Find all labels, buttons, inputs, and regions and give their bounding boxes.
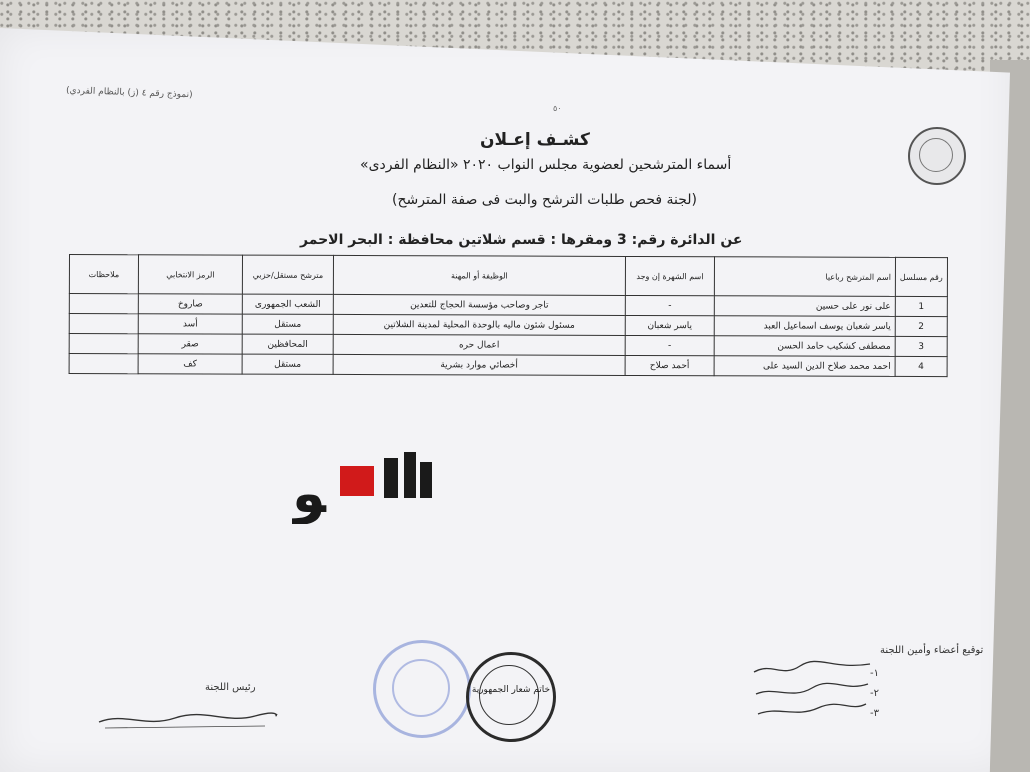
header-name: اسم المترشح رباعيا	[714, 257, 895, 297]
page-marker: ٥٠	[553, 104, 562, 113]
row-alias: ياسر شعبان	[625, 315, 714, 335]
chair-signature-icon	[95, 704, 280, 734]
row-num: 2	[895, 316, 947, 336]
row-affiliation: الشعب الجمهورى	[242, 294, 333, 314]
signer-line-1: ١-	[870, 668, 879, 679]
row-job: أخصائي موارد بشرية	[333, 354, 625, 375]
page-title: كشـف إعـلان	[480, 130, 590, 150]
state-emblem-icon	[908, 127, 966, 185]
row-num: 1	[895, 296, 947, 316]
svg-text:ﻮ: ﻮ	[292, 462, 326, 524]
row-job: اعمال حره	[333, 334, 625, 355]
row-notes	[69, 354, 138, 374]
chair-label: رئيس اللجنة	[205, 682, 256, 693]
form-number: (نموذج رقم ٤ (ز) بالنظام الفردي)	[65, 85, 193, 101]
row-name: مصطفى كشكيب حامد الحسن	[714, 336, 895, 357]
row-notes	[69, 314, 138, 334]
row-name: ياسر شعبان يوسف اسماعيل العبد	[714, 316, 895, 337]
row-affiliation: مستقل	[242, 354, 333, 374]
header-job: الوظيفة أو المهنة	[333, 255, 625, 295]
header-notes: ملاحظات	[69, 255, 138, 294]
row-alias: -	[625, 295, 714, 315]
row-symbol: صاروخ	[138, 294, 242, 314]
row-notes	[69, 334, 138, 354]
header-num: رقم مسلسل	[895, 257, 947, 296]
row-affiliation: المحافظين	[242, 334, 333, 354]
republic-seal-stamp-icon	[466, 652, 556, 742]
vetogate-logo-icon	[292, 452, 440, 524]
table-row	[69, 354, 947, 377]
faded-stamp-icon	[373, 640, 471, 738]
row-num: 3	[895, 336, 947, 356]
row-notes	[69, 294, 138, 314]
signer-line-2: ٢-	[870, 688, 879, 699]
row-name: على نور على حسين	[714, 296, 895, 317]
signers-title: توقيع أعضاء وأمين اللجنة	[880, 645, 984, 656]
row-num: 4	[895, 356, 947, 376]
table-header-row	[69, 255, 947, 297]
district-info: عن الدائرة رقم: 3 ومقرها : قسم شلاتين محافظة : البحر الاحمر	[300, 232, 743, 248]
header-alias: اسم الشهرة إن وجد	[625, 256, 714, 295]
row-alias: -	[625, 335, 714, 355]
stamp-text: خاتم شعار الجمهورية	[471, 685, 551, 695]
row-symbol: صقر	[138, 334, 242, 354]
committee-name: (لجنة فحص طلبات الترشح والبت فى صفة المترشح)	[392, 192, 697, 208]
signer-line-3: ٣-	[870, 708, 879, 719]
row-name: احمد محمد صلاح الدين السيد على	[714, 356, 895, 377]
row-alias: أحمد صلاح	[625, 355, 714, 375]
header-symbol: الرمز الانتخابي	[138, 255, 242, 294]
header-affiliation: مترشح مستقل/حزبي	[242, 255, 333, 294]
candidates-table	[69, 254, 948, 377]
row-symbol: أسد	[138, 314, 242, 334]
page-subtitle: أسماء المترشحين لعضوية مجلس النواب ٢٠٢٠ «النظام الفردى»	[360, 157, 732, 173]
members-signatures-icon	[752, 650, 872, 722]
row-affiliation: مستقل	[242, 314, 333, 334]
row-symbol: كف	[138, 354, 242, 374]
row-job: تاجر وصاحب مؤسسة الحجاج للتعدين	[333, 294, 625, 315]
row-job: مسئول شئون ماليه بالوحدة المحلية لمدينة الشلاتين	[333, 314, 625, 335]
